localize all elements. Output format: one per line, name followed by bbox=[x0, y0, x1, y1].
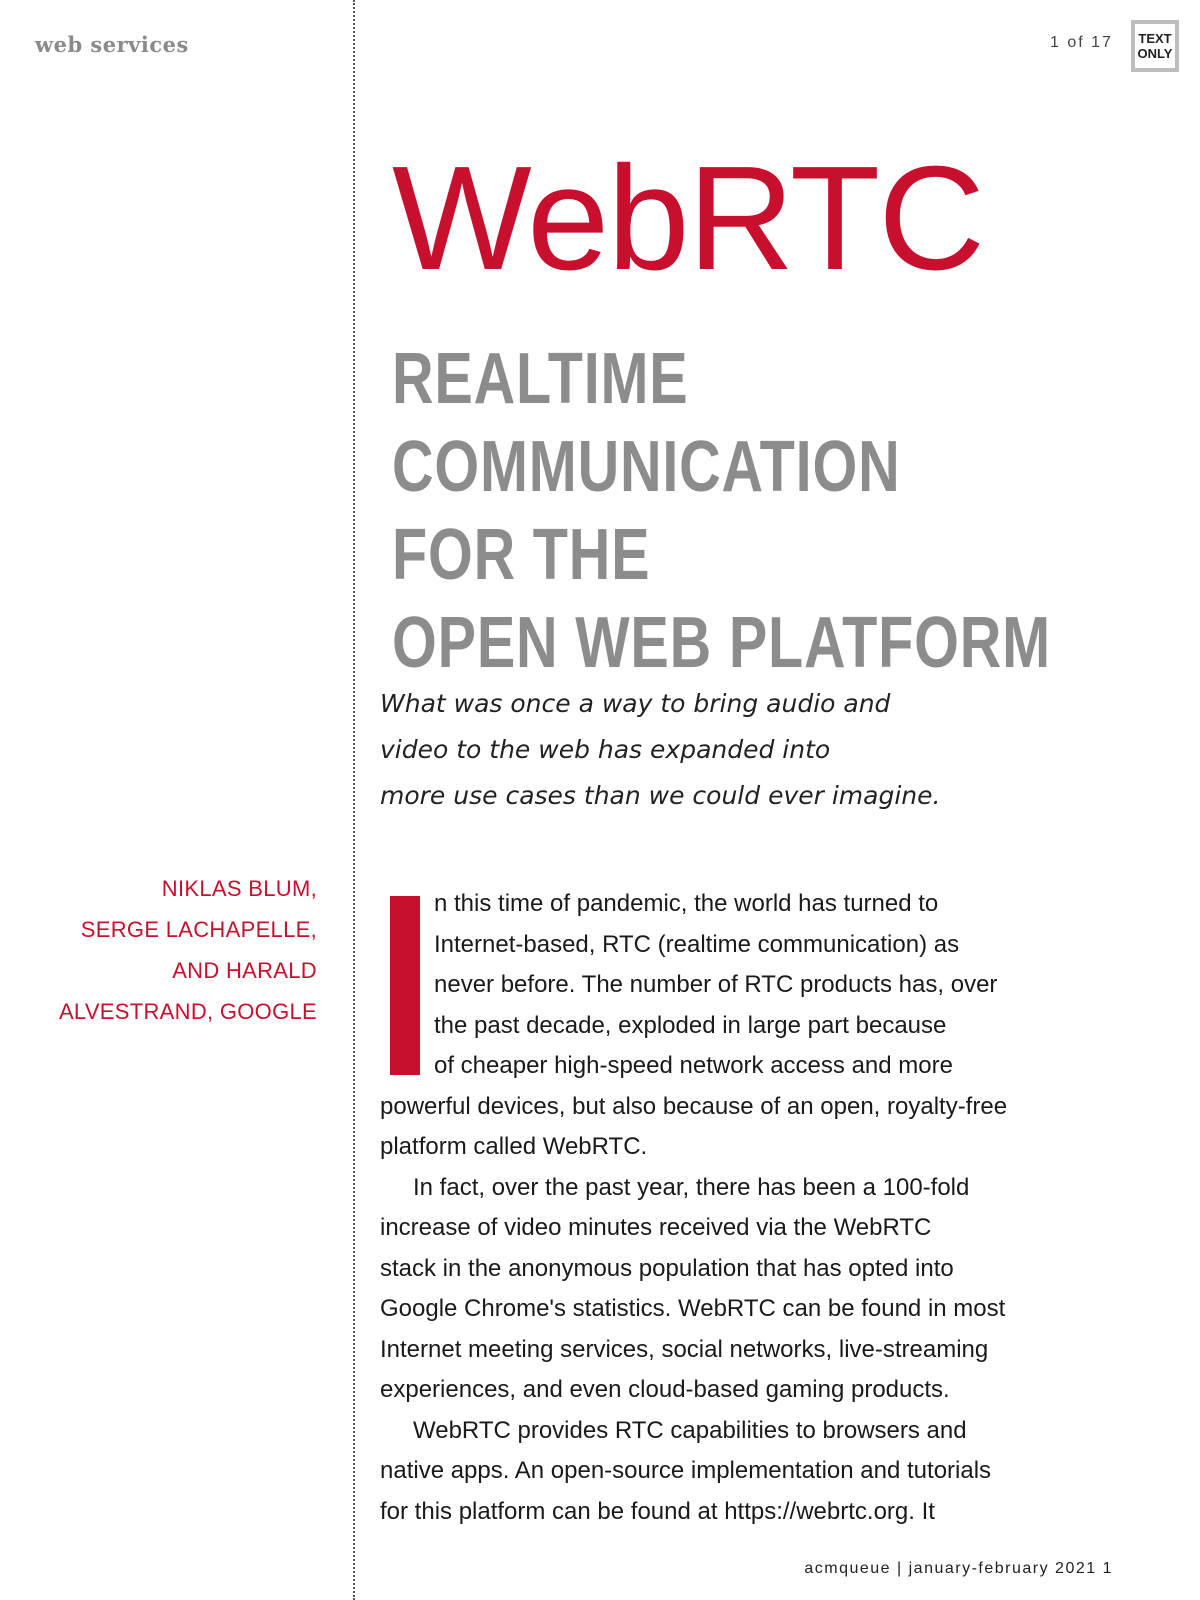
body-line: of cheaper high-speed network access and more bbox=[434, 1052, 953, 1079]
subtitle-line: REALTIME bbox=[392, 339, 689, 419]
body-line: stack in the anonymous population that has opted into bbox=[380, 1254, 954, 1282]
body-line: powerful devices, but also because of an open, royalty-free bbox=[380, 1092, 1008, 1120]
body-line: for this platform can be found at https://webrtc.org. It bbox=[380, 1497, 935, 1525]
body-line: WebRTC provides RTC capabilities to browsers and bbox=[413, 1416, 967, 1444]
text-only-button[interactable]: TEXT ONLY bbox=[1131, 20, 1179, 72]
author-line: NIKLAS BLUM, bbox=[161, 876, 317, 901]
body-line: never before. The number of RTC products has, over bbox=[434, 971, 998, 998]
body-line: platform called WebRTC. bbox=[380, 1133, 648, 1160]
body-paragraph bbox=[380, 884, 1100, 1168]
subtitle-line: FOR THE bbox=[392, 515, 651, 595]
author-line: AND HARALD bbox=[172, 958, 317, 983]
subtitle-line: OPEN WEB PLATFORM bbox=[392, 603, 1051, 683]
body-line: Google Chrome's statistics. WebRTC can be found in most bbox=[380, 1295, 1006, 1322]
section-label: web services bbox=[35, 32, 189, 57]
column-divider bbox=[353, 0, 355, 1600]
body-line: n this time of pandemic, the world has turned to bbox=[434, 890, 939, 917]
deck-line: video to the web has expanded into bbox=[380, 735, 831, 764]
author-byline bbox=[30, 868, 317, 1032]
body-paragraph bbox=[380, 1411, 1100, 1533]
body-line: native apps. An open-source implementation and tutorials bbox=[380, 1457, 992, 1484]
page-footer: acmqueue | january-february 2021 1 bbox=[804, 1560, 1113, 1577]
subtitle-line: COMMUNICATION bbox=[392, 427, 901, 507]
body-line: Internet-based, RTC (realtime communication) as bbox=[434, 930, 960, 958]
author-line: SERGE LACHAPELLE, bbox=[80, 917, 317, 942]
body-line: Internet meeting services, social networks, live-streaming bbox=[380, 1335, 989, 1363]
body-paragraph bbox=[380, 1168, 1100, 1411]
body-line: increase of video minutes received via the WebRTC bbox=[380, 1214, 932, 1241]
page-count: 1 of 17 bbox=[1050, 34, 1113, 51]
article-body bbox=[380, 884, 1100, 1532]
body-line: the past decade, exploded in large part because bbox=[434, 1011, 947, 1039]
body-line: experiences, and even cloud-based gaming products. bbox=[380, 1376, 950, 1403]
article-subtitle bbox=[392, 335, 1051, 687]
body-line: In fact, over the past year, there has been a 100-fold bbox=[413, 1173, 970, 1201]
article-title: WebRTC bbox=[392, 136, 984, 301]
deck-line: What was once a way to bring audio and bbox=[380, 689, 891, 718]
author-line: ALVESTRAND, GOOGLE bbox=[58, 999, 317, 1024]
deck-line: more use cases than we could ever imagine. bbox=[380, 781, 941, 810]
article-deck bbox=[380, 681, 1020, 819]
